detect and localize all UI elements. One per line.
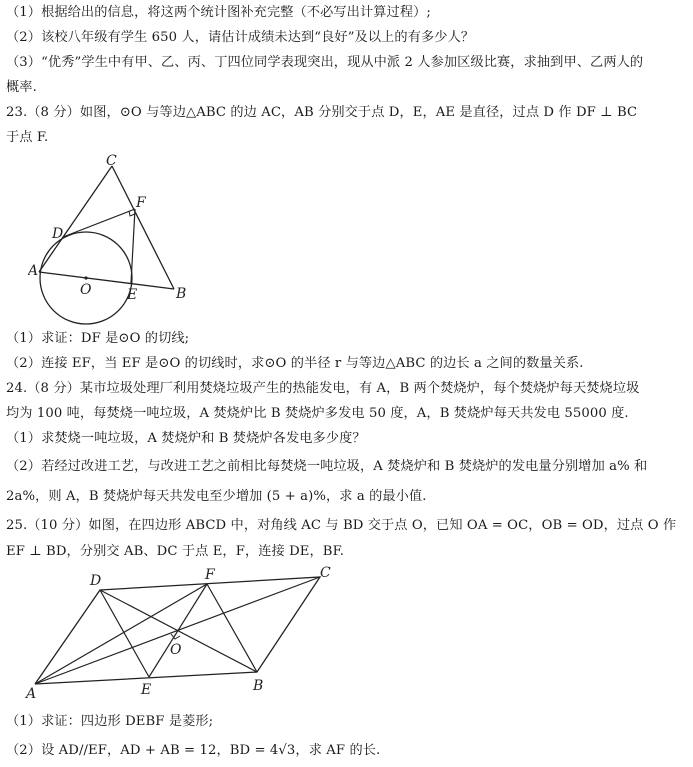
q25-label-c: C	[320, 565, 331, 581]
q23-side-ab	[39, 272, 174, 289]
q22-part1: （1）根据给出的信息，将这两个统计图补充完整（不必写出计算过程）;	[6, 5, 431, 20]
q25-label-a: A	[26, 686, 37, 702]
q23-stem: 23.（8 分）如图，⊙O 与等边△ABC 的边 AC，AB 分别交于点 D，E，AE 是直径，过点 D 作 DF ⊥ BC	[6, 105, 638, 120]
q24-part2-cont: 2a%，则 A，B 焚烧炉每天共发电至少增加 (5 + a)%，求 a 的最小值.	[6, 489, 427, 504]
q25-label-f: F	[205, 567, 215, 583]
q25-label-e: E	[141, 682, 152, 698]
q25-segment-af	[35, 584, 207, 684]
q22-part3-cont: 概率.	[6, 80, 37, 95]
q24-stem: 24.（8 分）某市垃圾处理厂利用焚烧垃圾产生的热能发电，有 A，B 两个焚烧炉，每个焚烧炉每天焚烧垃圾	[6, 381, 640, 396]
q23-part1: （1）求证：DF 是⊙O 的切线;	[6, 331, 190, 346]
q24-part1: （1）求焚烧一吨垃圾，A 焚烧炉和 B 焚烧炉各发电多少度？	[6, 431, 366, 446]
q23-part2: （2）连接 EF，当 EF 是⊙O 的切线时，求⊙O 的半径 r 与等边△ABC 的边长 a 之间的数量关系.	[6, 356, 584, 371]
q23-label-b: B	[176, 286, 187, 302]
q24-part2: （2）若经过改进工艺，与改进工艺之前相比每焚烧一吨垃圾，A 焚烧炉和 B 焚烧炉的发电量分别增加 a% 和	[6, 459, 648, 474]
q25-stem: 25.（10 分）如图，在四边形 ABCD 中，对角线 AC 与 BD 交于点 O，已知 OA = OC，OB = OD，过点 O 作	[6, 518, 677, 533]
q25-label-o: O	[170, 642, 182, 658]
q22-part3: （3）“优秀”学生中有甲、乙、丙、丁四位同学表现突出，现从中派 2 人参加区级比赛，求抽到甲、乙两人的	[6, 55, 644, 70]
q23-segment-df	[63, 209, 135, 237]
q25-label-d: D	[90, 573, 102, 589]
q23-label-e: E	[127, 287, 138, 303]
q25-stem-cont: EF ⊥ BD，分别交 AB、DC 于点 E，F，连接 DE，BF.	[6, 544, 345, 559]
q23-center-point	[84, 276, 87, 279]
q25-label-b: B	[253, 678, 264, 694]
q25-part2: （2）设 AD//EF，AD + AB = 12，BD = 4√3，求 AF 的长.	[6, 743, 381, 758]
q23-label-c: C	[106, 153, 117, 169]
q25-part1: （1）求证：四边形 DEBF 是菱形;	[6, 714, 214, 729]
q22-part2: （2）该校八年级有学生 650 人，请估计成绩未达到“良好”及以上的有多少人？	[6, 30, 475, 45]
q23-label-d: D	[52, 226, 64, 242]
q25-figure	[10, 563, 340, 703]
q23-label-f: F	[136, 195, 146, 211]
q24-stem-cont: 均为 100 吨，每焚烧一吨垃圾，A 焚烧炉比 B 焚烧炉多发电 50 度，A，B 焚烧炉每天共发电 55000 度.	[6, 406, 629, 421]
q23-figure	[28, 152, 238, 327]
q23-side-ac	[39, 166, 112, 272]
q23-side-bc	[112, 166, 174, 289]
q25-segment-ef	[149, 584, 207, 677]
q23-label-a: A	[28, 263, 39, 279]
q23-stem-cont: 于点 F.	[6, 130, 49, 145]
q23-segment-ef	[131, 209, 135, 283]
q23-label-o: O	[80, 282, 92, 298]
